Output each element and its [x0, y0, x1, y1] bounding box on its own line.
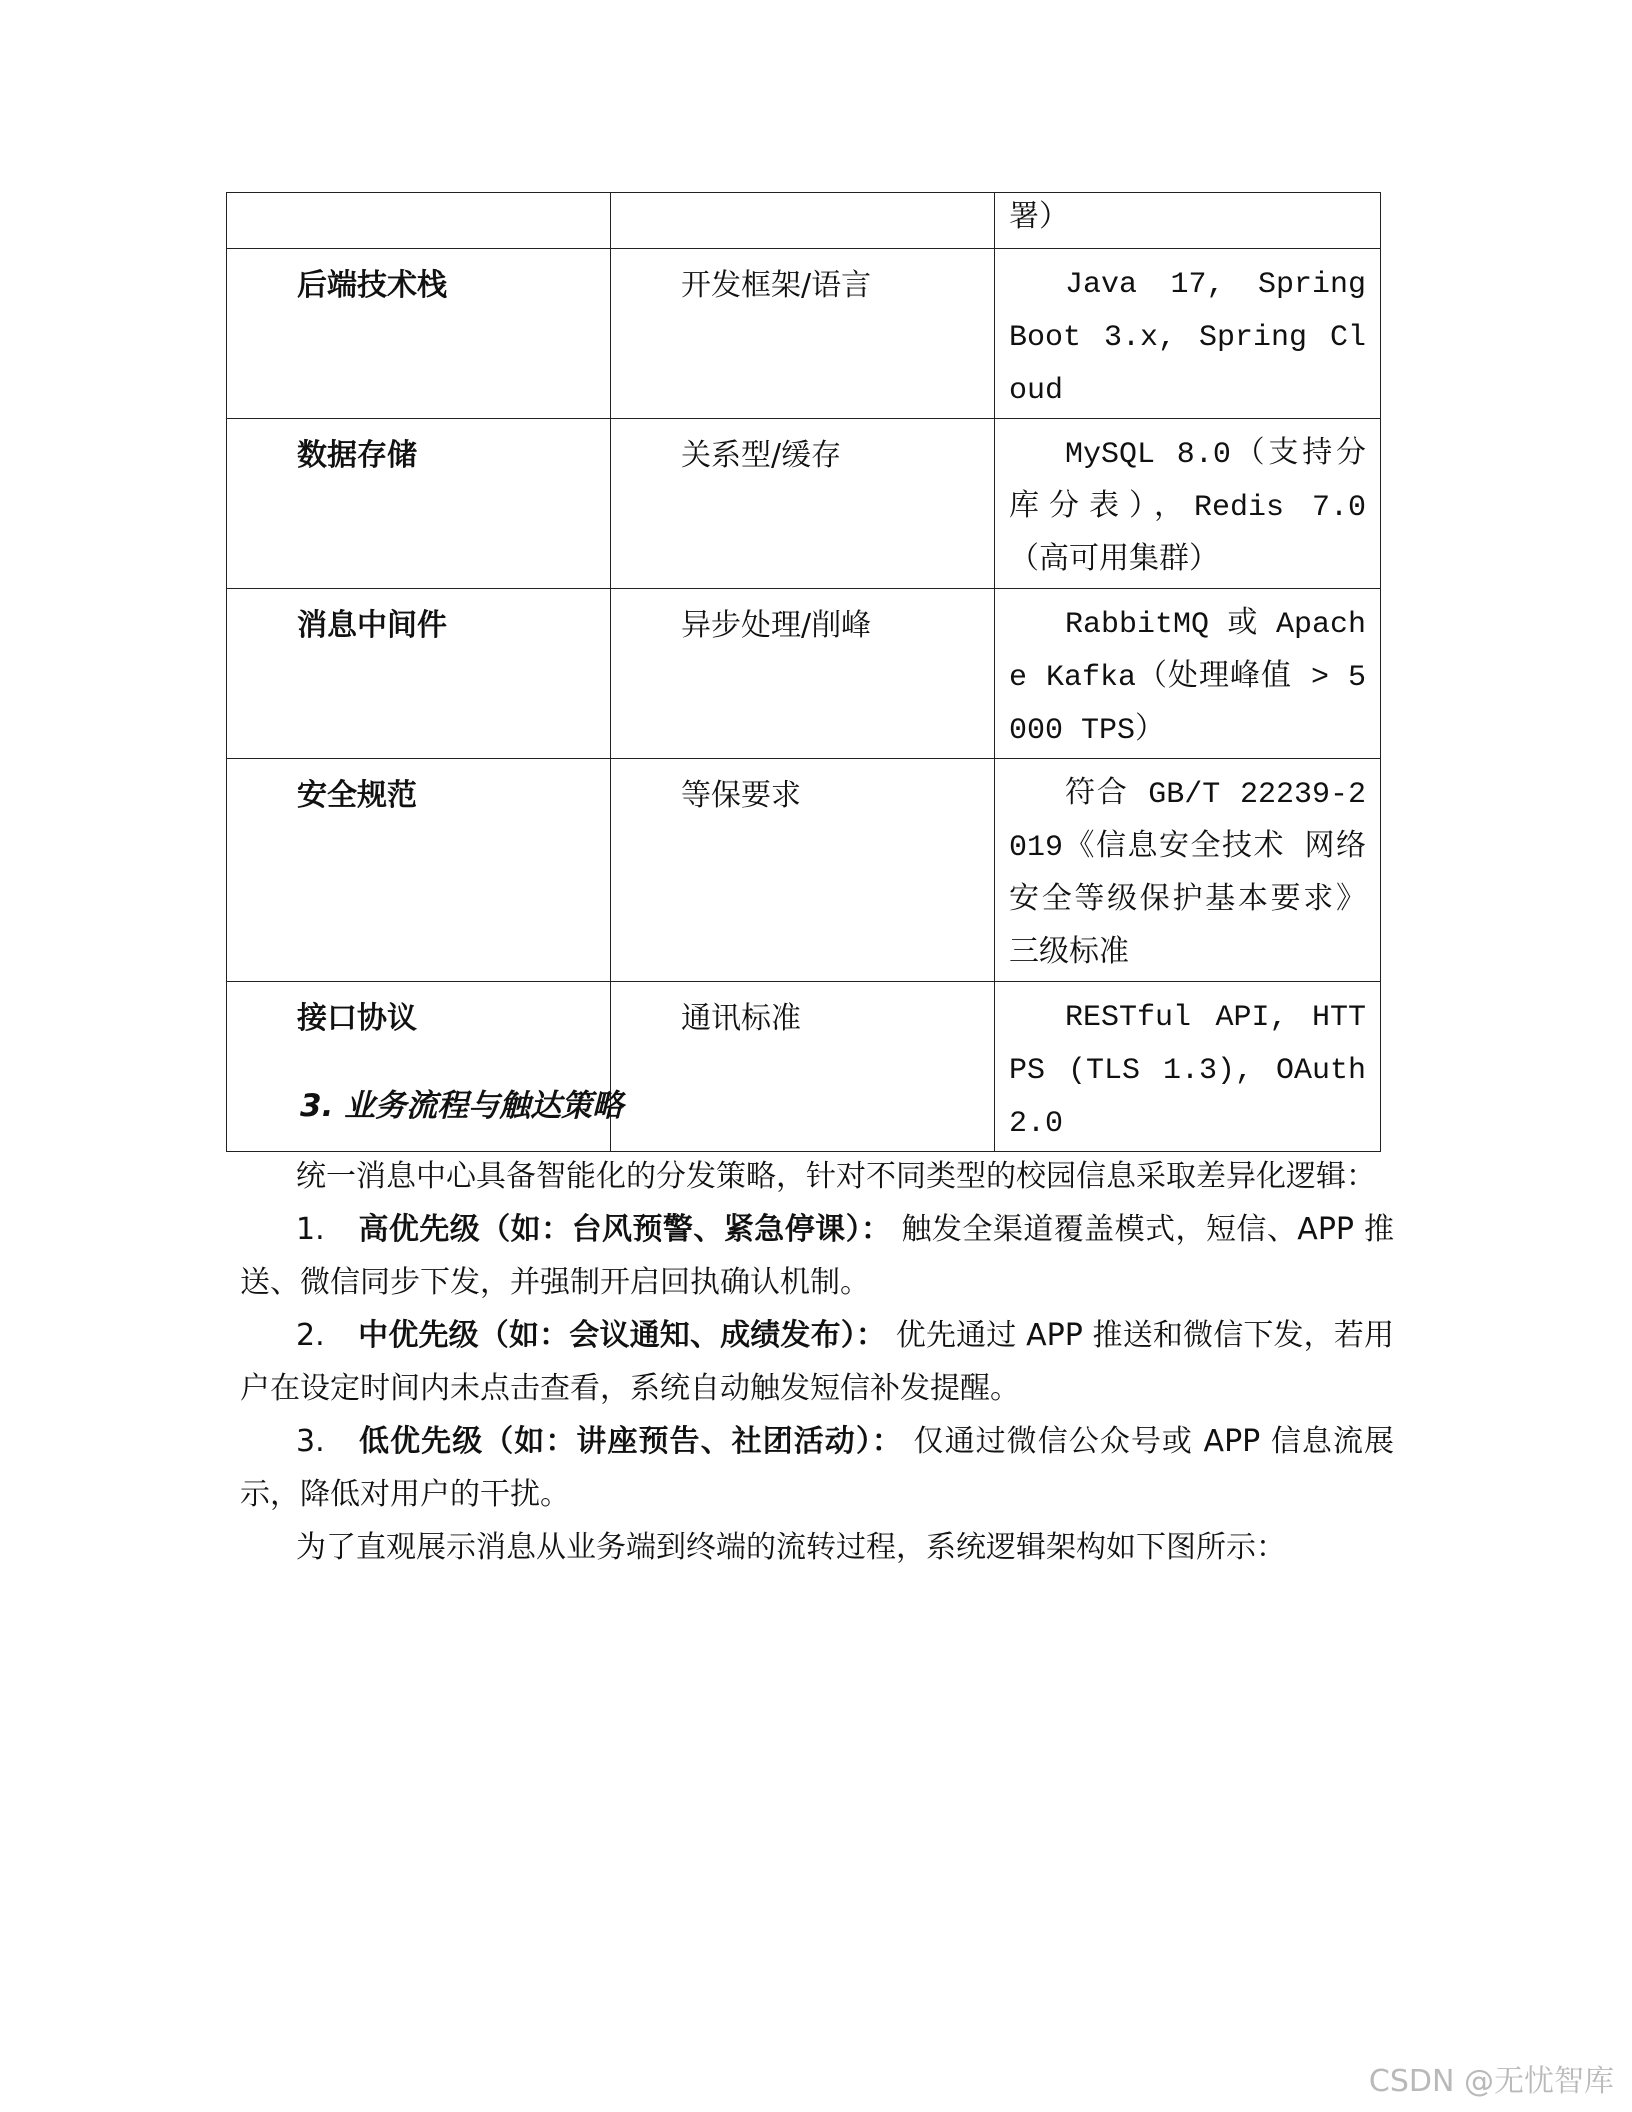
category-cell: 消息中间件 — [227, 589, 611, 759]
item-cell: 异步处理/削峰 — [611, 589, 995, 759]
list-item-text: 仅通过微信公众号或 APP 信息流展示，降低对用户的干扰。 — [240, 1424, 1394, 1512]
category-cell: 后端技术栈 — [227, 249, 611, 419]
requirement-cell: 符合 GB/T 22239-2019《信息安全技术 网络安全等级保护基本要求》三级标准 — [995, 759, 1381, 982]
section-body — [240, 1150, 1394, 1574]
section-heading: 3. 业务流程与触达策略 — [300, 1088, 624, 1124]
requirement-cell: Java 17, Spring Boot 3.x, Spring Cloud — [995, 249, 1381, 419]
list-item — [240, 1415, 1394, 1521]
tech-spec-table — [226, 192, 1381, 1152]
item-cell: 等保要求 — [611, 759, 995, 982]
table-row — [227, 759, 1381, 982]
item-cell: 开发框架/语言 — [611, 249, 995, 419]
list-item — [240, 1309, 1394, 1415]
category-cell: 安全规范 — [227, 759, 611, 982]
table-row — [227, 249, 1381, 419]
list-item-title: 中优先级（如：会议通知、成绩发布）： — [358, 1318, 887, 1353]
list-item-number: 2. — [296, 1318, 325, 1353]
requirement-cell: RabbitMQ 或 Apache Kafka（处理峰值 > 5000 TPS） — [995, 589, 1381, 759]
outro-paragraph: 为了直观展示消息从业务端到终端的流转过程，系统逻辑架构如下图所示： — [296, 1530, 1286, 1565]
item-cell: 通讯标准 — [611, 982, 995, 1152]
watermark: CSDN @无忧智库 — [1368, 2064, 1614, 2099]
list-item — [240, 1203, 1394, 1309]
item-cell: 关系型/缓存 — [611, 419, 995, 589]
table-row — [227, 193, 1381, 249]
table-row — [227, 589, 1381, 759]
requirement-cell: RESTful API, HTTPS (TLS 1.3), OAuth 2.0 — [995, 982, 1381, 1152]
category-cell — [227, 193, 611, 249]
list-item-text: 触发全渠道覆盖模式，短信、APP 推送、微信同步下发，并强制开启回执确认机制。 — [240, 1212, 1394, 1300]
item-cell — [611, 193, 995, 249]
table-row — [227, 419, 1381, 589]
list-item-number: 1. — [296, 1212, 325, 1247]
intro-paragraph: 统一消息中心具备智能化的分发策略，针对不同类型的校园信息采取差异化逻辑： — [296, 1159, 1376, 1194]
category-cell: 数据存储 — [227, 419, 611, 589]
list-item-title: 高优先级（如：台风预警、紧急停课）： — [358, 1212, 892, 1247]
category-cell: 接口协议 — [227, 982, 611, 1152]
list-item-title: 低优先级（如：讲座预告、社团活动）： — [358, 1424, 903, 1459]
list-item-number: 3. — [296, 1424, 325, 1459]
requirement-cell: 署） — [995, 193, 1381, 249]
requirement-cell: MySQL 8.0（支持分库分表），Redis 7.0（高可用集群） — [995, 419, 1381, 589]
table-row — [227, 982, 1381, 1152]
list-item-text: 优先通过 APP 推送和微信下发，若用户在设定时间内未点击查看，系统自动触发短信补发提醒。 — [240, 1318, 1395, 1406]
